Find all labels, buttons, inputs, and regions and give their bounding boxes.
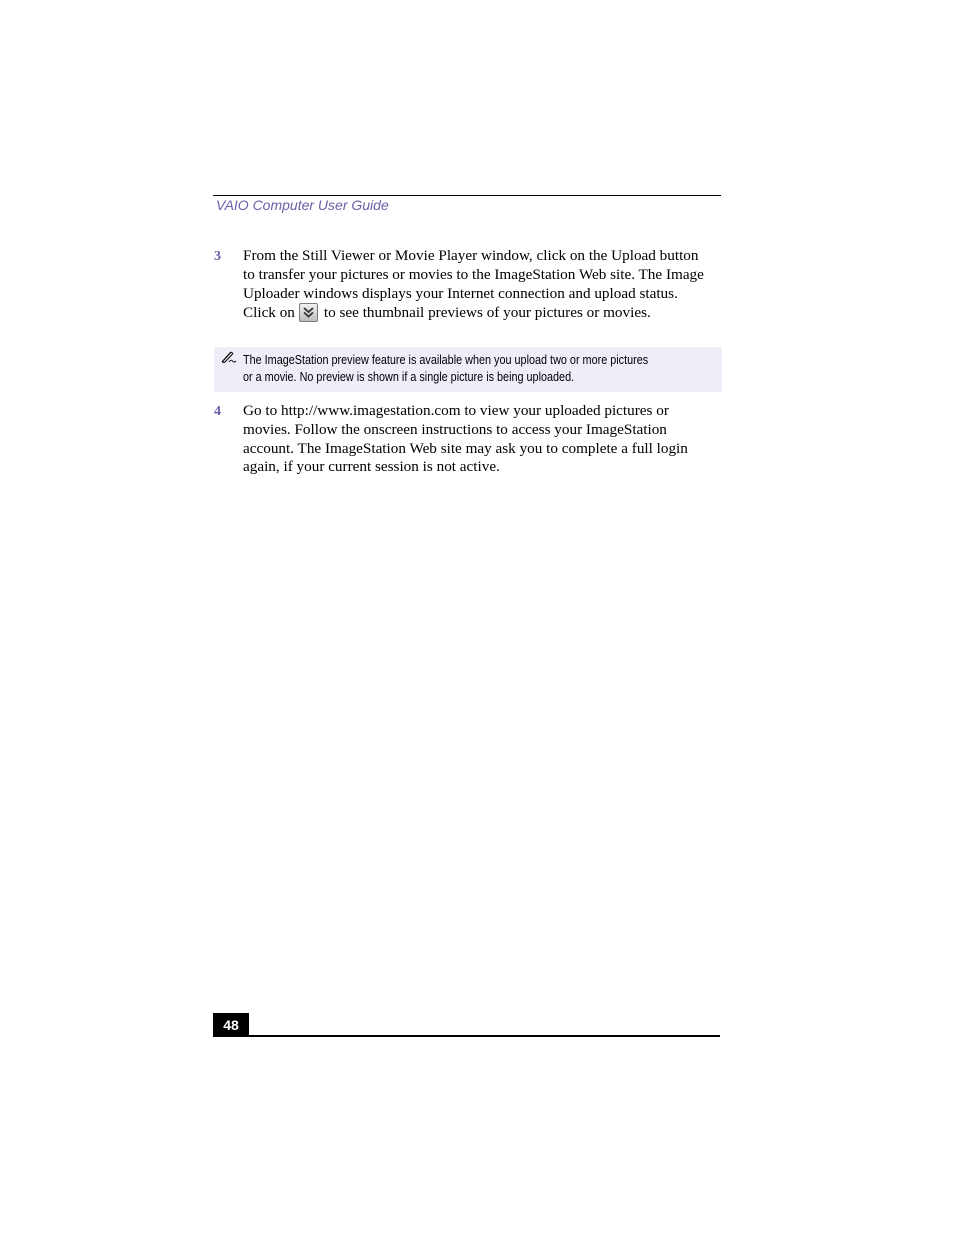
step-text bbox=[243, 247, 723, 323]
step-line: again, if your current session is not active. bbox=[243, 458, 500, 476]
expand-chevron-icon bbox=[299, 303, 318, 322]
step-line: to transfer your pictures or movies to the ImageStation Web site. The Image bbox=[243, 265, 704, 283]
step-line: From the Still Viewer or Movie Player window, click on the Upload button bbox=[243, 247, 699, 264]
thumbnail-preview-text: to see thumbnail previews of your pictures or movies. bbox=[323, 304, 651, 322]
note-box bbox=[214, 347, 722, 392]
running-header: VAIO Computer User Guide bbox=[216, 197, 389, 213]
pencil-note-icon bbox=[220, 350, 238, 369]
click-on-text: Click on bbox=[243, 304, 295, 322]
note-text bbox=[243, 352, 652, 386]
step-line-with-icon bbox=[243, 303, 723, 323]
step-text bbox=[243, 402, 723, 477]
step-number: 3 bbox=[214, 249, 221, 264]
footer-rule bbox=[213, 1035, 720, 1037]
step-number: 4 bbox=[214, 404, 221, 419]
note-line: The ImageStation preview feature is available when you upload two or more pictures bbox=[243, 353, 649, 367]
header-rule bbox=[213, 195, 721, 196]
step-line: Uploader windows displays your Internet connection and upload status. bbox=[243, 284, 678, 302]
step-line: Go to http://www.imagestation.com to view your uploaded pictures or bbox=[243, 402, 669, 419]
page-number: 48 bbox=[213, 1013, 249, 1037]
note-line: or a movie. No preview is shown if a single picture is being uploaded. bbox=[243, 370, 575, 384]
step-line: movies. Follow the onscreen instructions to access your ImageStation bbox=[243, 420, 667, 438]
step-line: account. The ImageStation Web site may ask you to complete a full login bbox=[243, 439, 688, 457]
